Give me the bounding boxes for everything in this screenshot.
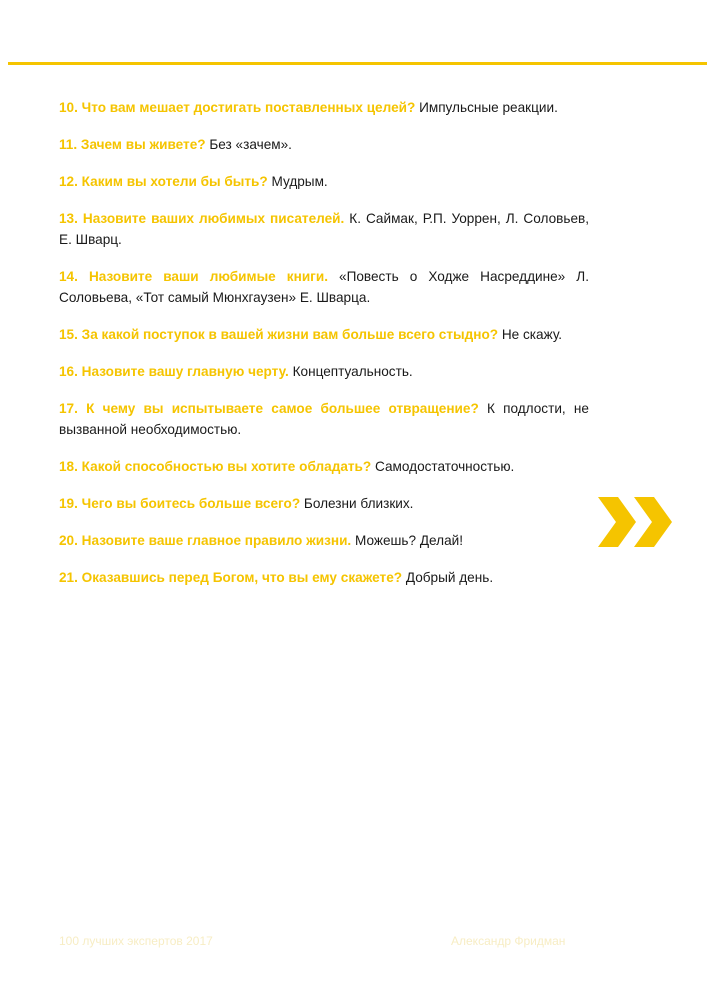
question: 15. За какой поступок в вашей жизни вам больше всего стыдно? [59,327,499,342]
answer: Самодостаточностью. [371,459,515,474]
answer: К. Саймак, Р.П. Уоррен, Л. Соловьев, Е. Шварц. [59,211,590,247]
qa-item-13 [59,208,589,250]
answer: Без «зачем». [205,137,292,152]
double-chevron-right-icon [598,497,674,547]
qa-item-18 [59,456,589,477]
qa-item-10 [59,97,589,118]
answer: К подлости, не вызванной необходимостью. [59,401,589,437]
question: 21. Оказавшись перед Богом, что вы ему скажете? [59,570,403,585]
footer-right-text: Александр Фридман [451,934,566,948]
question: 20. Назовите ваше главное правило жизни. [59,533,352,548]
question: 11. Зачем вы живете? [59,137,206,152]
qa-item-19 [59,493,589,514]
question: 18. Какой способностью вы хотите обладать? [59,459,372,474]
answer: Не скажу. [498,327,563,342]
qa-list [59,97,589,604]
question: 17. К чему вы испытываете самое большее отвращение? [59,401,479,416]
qa-item-20 [59,530,589,551]
question: 14. Назовите ваши любимые книги. [59,269,328,284]
answer: Импульсные реакции. [415,100,558,115]
qa-item-16 [59,361,589,382]
qa-item-14 [59,266,589,308]
question: 16. Назовите вашу главную черту. [59,364,289,379]
question: 10. Что вам мешает достигать поставленных целей? [59,100,416,115]
question: 19. Чего вы боитесь больше всего? [59,496,301,511]
qa-item-21 [59,567,589,588]
question: 13. Назовите ваших любимых писателей. [59,211,345,226]
answer: Добрый день. [402,570,494,585]
question: 12. Каким вы хотели бы быть? [59,174,268,189]
answer: Мудрым. [267,174,328,189]
qa-item-15 [59,324,589,345]
qa-item-11 [59,134,589,155]
answer: «Повесть о Ходже Насреддине» Л. Соловьева, «Тот самый Мюнхгаузен» Е. Шварца. [59,269,589,305]
top-rule [8,62,707,65]
answer: Можешь? Делай! [351,533,464,548]
answer: Болезни близких. [300,496,414,511]
answer: Концептуальность. [288,364,413,379]
qa-item-12 [59,171,589,192]
footer-left-text: 100 лучших экспертов 2017 [59,934,213,948]
qa-item-17 [59,398,589,440]
